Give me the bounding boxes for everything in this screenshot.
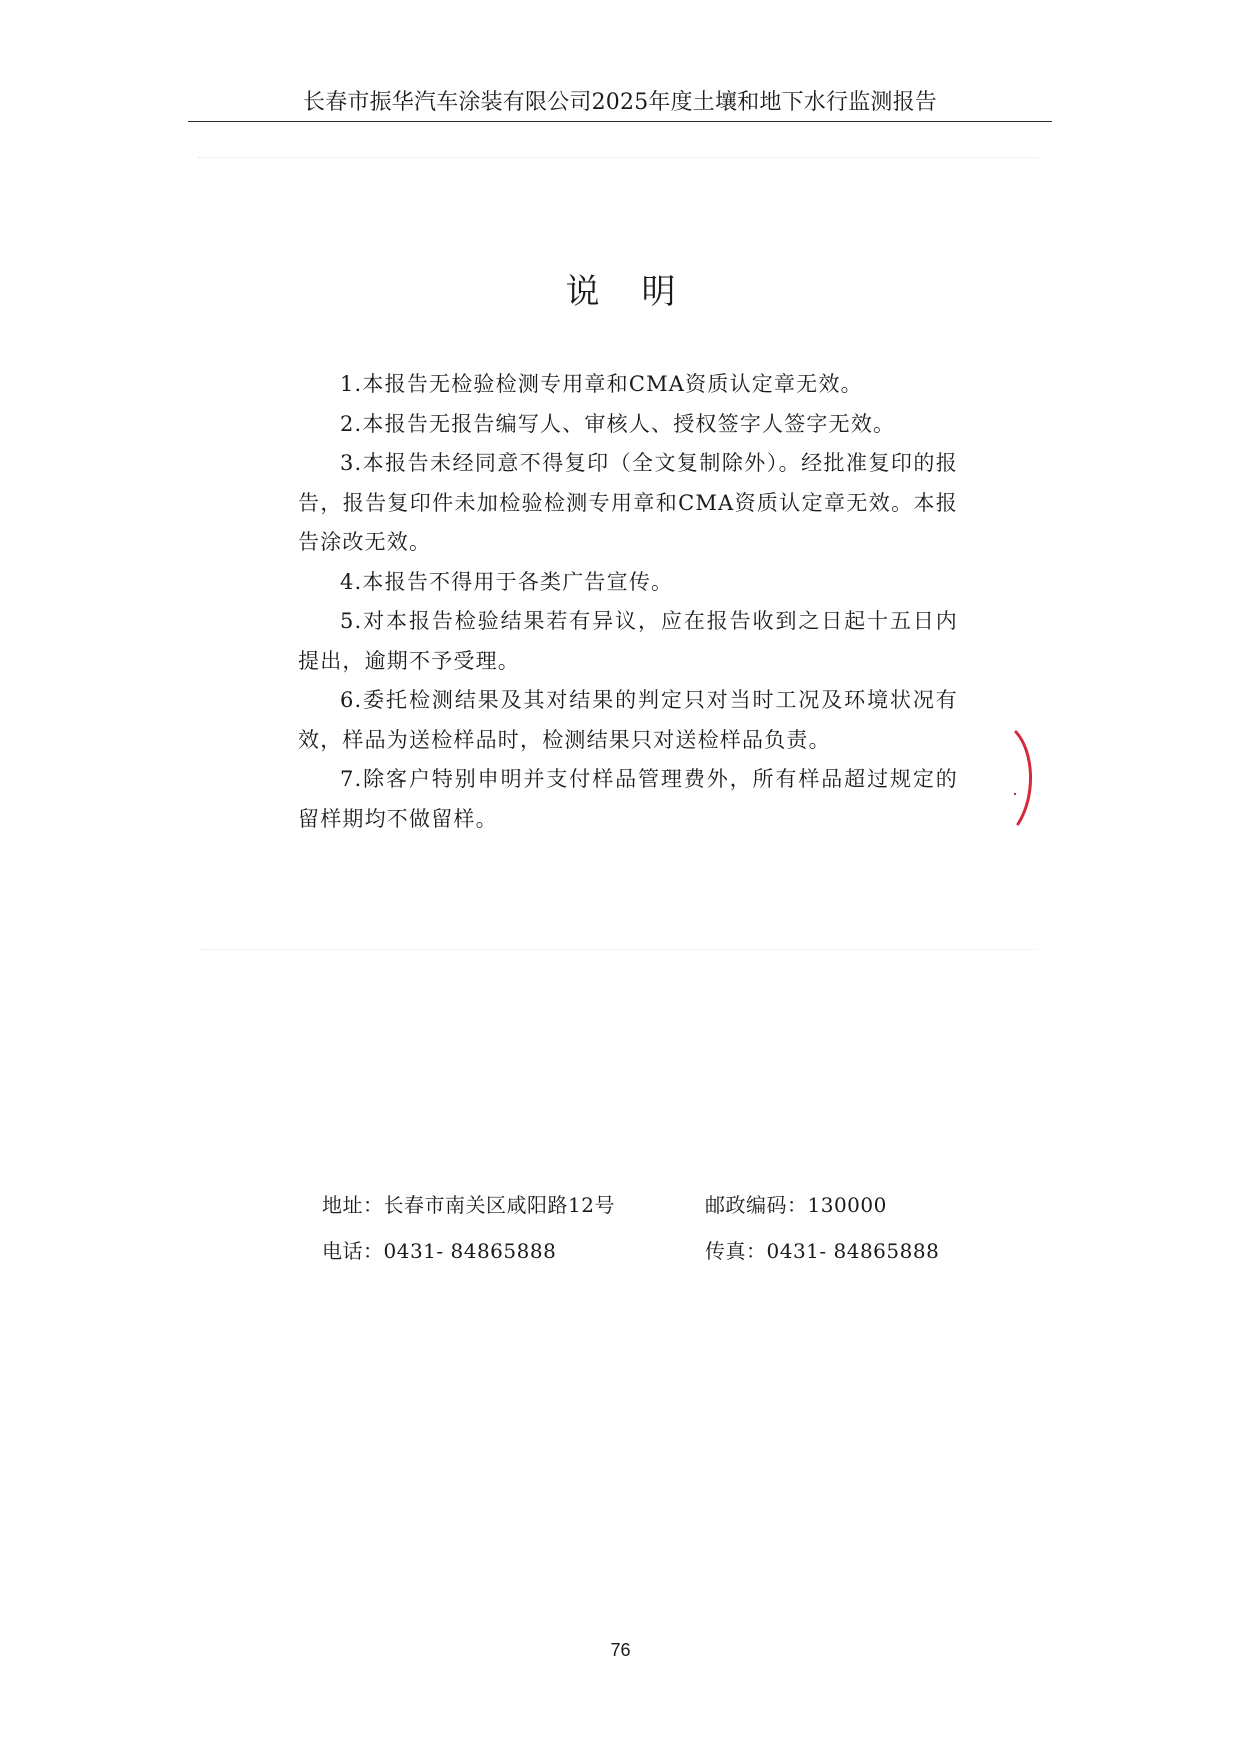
- note-item-2: 2.本报告无报告编写人、审核人、授权签字人签字无效。: [340, 411, 896, 436]
- document-title-char-1: 说: [565, 272, 600, 312]
- note-item-1: 1.本报告无检验检测专用章和CMA资质认定章无效。: [340, 372, 863, 396]
- header-rule: [188, 121, 1052, 122]
- document-title-char-2: 明: [641, 272, 676, 312]
- contact-postcode: 邮政编码：130000: [705, 1193, 887, 1217]
- note-item-7: 7.除客户特别申明并支付样品管理费外，所有样品超过规定的留样期均不做留样。: [298, 767, 958, 831]
- scan-artifact-line: [198, 157, 1038, 158]
- scan-artifact-line: [200, 949, 1036, 950]
- contact-fax: 传真：0431- 84865888: [705, 1239, 940, 1263]
- document-title: [0, 268, 1241, 316]
- note-item-3: 3.本报告未经同意不得复印（全文复制除外）。经批准复印的报告，报告复印件未加检验检测专用章和CMA资质认定章无效。本报告涂改无效。: [298, 451, 958, 554]
- note-item-5: 5.对本报告检验结果若有异议，应在报告收到之日起十五日内提出，逾期不予受理。: [298, 609, 958, 673]
- page-header: 长春市振华汽车涂装有限公司2025年度土壤和地下水行监测报告: [303, 90, 937, 115]
- note-item-6: 6.委托检测结果及其对结果的判定只对当时工况及环境状况有效，样品为送检样品时，检测结果只对送检样品负责。: [298, 688, 958, 752]
- page-number: 76: [610, 1640, 631, 1660]
- contact-address: 地址：长春市南关区咸阳路12号: [322, 1193, 615, 1217]
- notes-list: [298, 365, 958, 839]
- seal-stamp-edge: [1008, 728, 1048, 828]
- contact-phone: 电话：0431- 84865888: [322, 1239, 557, 1263]
- note-item-4: 4.本报告不得用于各类广告宣传。: [340, 569, 674, 594]
